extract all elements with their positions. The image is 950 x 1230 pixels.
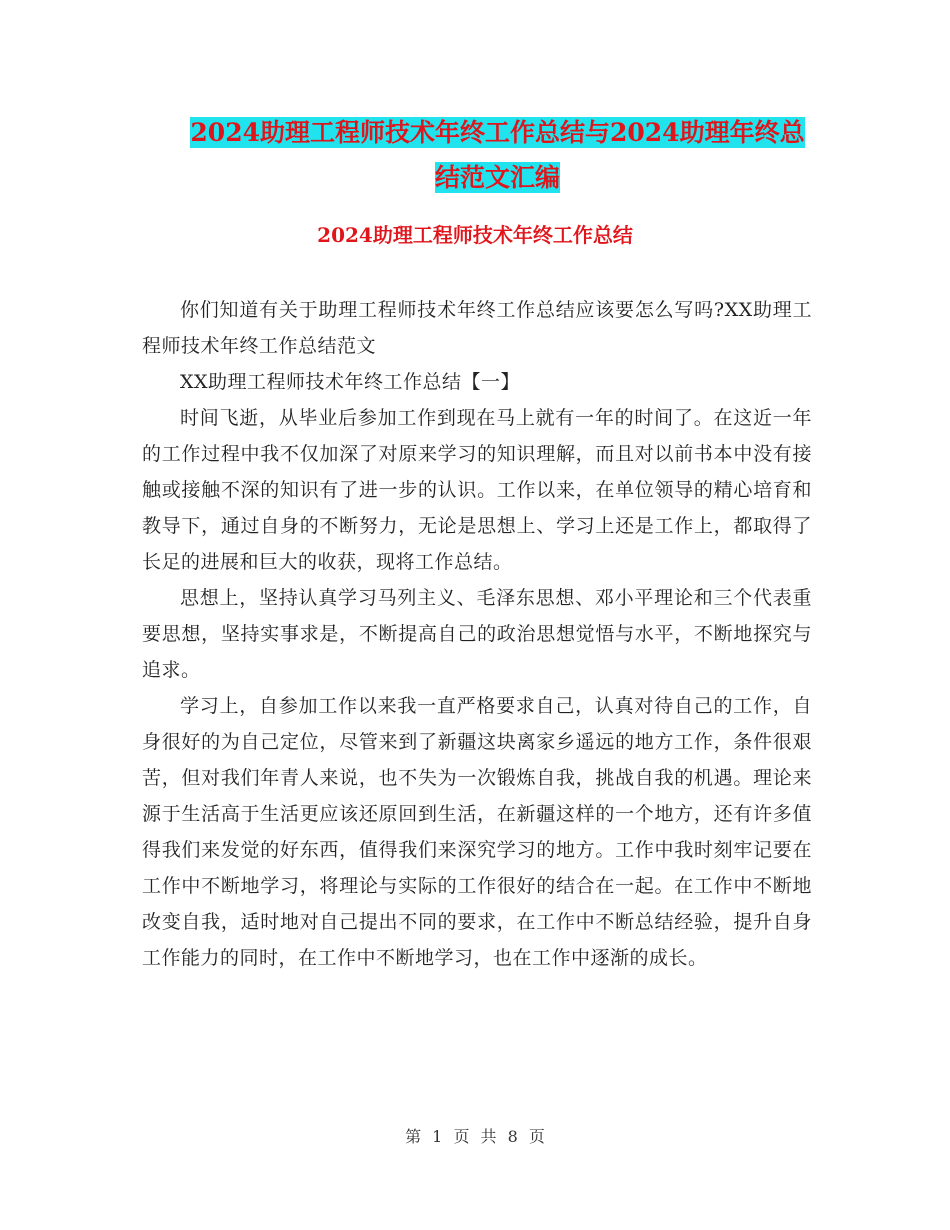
- page-footer: 第 1 页 共 8 页: [405, 1127, 545, 1146]
- document-title-line1: 2024助理工程师技术年终工作总结与2024助理年终总: [190, 118, 805, 147]
- document-title-line2: 结范文汇编: [434, 163, 560, 192]
- paragraph-study: 学习上，自参加工作以来我一直严格要求自己，认真对待自己的工作，自身很好的为自己定位，尽管来到了新疆这块离家乡遥远的地方工作，条件很艰苦，但对我们年青人来说，也不失为一次锻炼自我，挑战自我的机遇。理论来源于生活高于生活更应该还原回到生活，在新疆这样的一个地方，还有许多值得我们来发觉的好东西，值得我们来深究学习的地方。工作中我时刻牢记要在工作中不断地学习，将理论与实际的工作很好的结合在一起。在工作中不断地改变自我，适时地对自己提出不同的要求，在工作中不断总结经验，提升自身工作能力的同时，在工作中不断地学习，也在工作中逐渐的成长。: [142, 695, 812, 969]
- document-body: [142, 292, 812, 976]
- paragraph-time: 时间飞逝，从毕业后参加工作到现在马上就有一年的时间了。在这近一年的工作过程中我不仅加深了对原来学习的知识理解，而且对以前书本中没有接触或接触不深的知识有了进一步的认识。工作以来，在单位领导的精心培育和教导下，通过自身的不断努力，无论是思想上、学习上还是工作上，都取得了长足的进展和巨大的收获，现将工作总结。: [142, 407, 812, 573]
- paragraph-subheading: XX助理工程师技术年终工作总结【一】: [180, 371, 521, 393]
- document-title: [140, 110, 855, 200]
- paragraph-intro: 你们知道有关于助理工程师技术年终工作总结应该要怎么写吗?XX助理工程师技术年终工作总结范文: [142, 299, 812, 357]
- paragraph-thought: 思想上，坚持认真学习马列主义、毛泽东思想、邓小平理论和三个代表重要思想，坚持实事求是，不断提高自己的政治思想觉悟与水平，不断地探究与追求。: [142, 587, 812, 681]
- section-title: 2024助理工程师技术年终工作总结: [317, 223, 633, 247]
